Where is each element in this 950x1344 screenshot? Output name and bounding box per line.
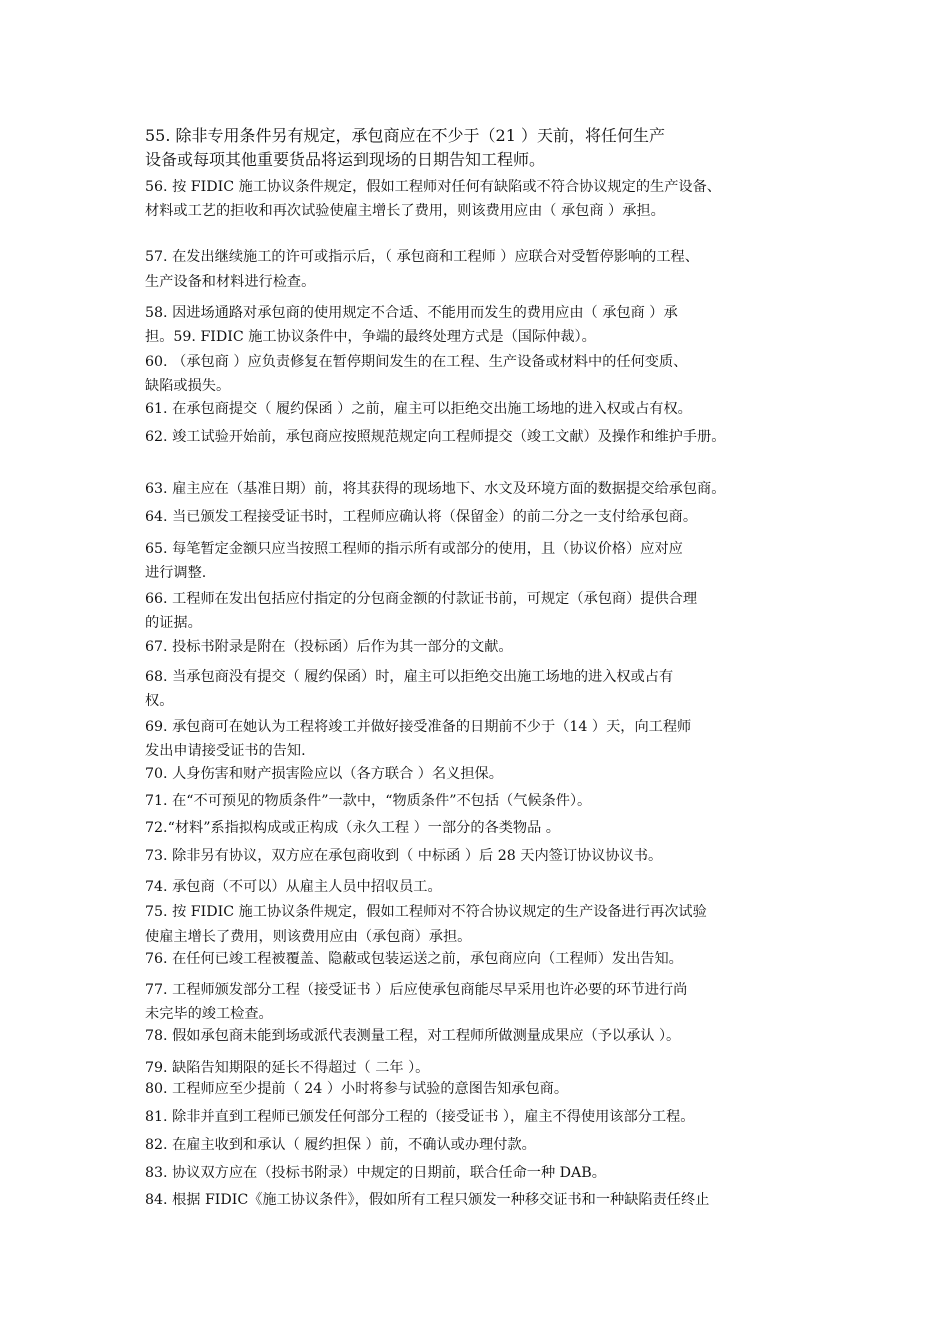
- question-71-line: 71. 在“不可预见的物质条件”一款中，“物质条件”不包括（气候条件）。: [145, 793, 592, 809]
- question-64-line: 64. 当已颁发工程接受证书时，工程师应确认将（保留金）的前二分之一支付给承包商。: [145, 509, 698, 525]
- question-80-line: 80. 工程师应至少提前（ 24 ）小时将参与试验的意图告知承包商。: [145, 1081, 569, 1097]
- question-68-line-2: 权。: [145, 693, 174, 709]
- question-79-line: 79. 缺陷告知期限的延长不得超过（ 二年 ）。: [145, 1060, 430, 1076]
- question-77-line-1: 77. 工程师颁发部分工程（接受证书 ）后应使承包商能尽早采用也许必要的环节进行尚: [145, 982, 688, 998]
- question-77-line-2: 未完毕的竣工检查。: [145, 1006, 273, 1022]
- question-75-line-1: 75. 按 FIDIC 施工协议条件规定，假如工程师对不符合协议规定的生产设备进行再次试验: [145, 904, 707, 920]
- question-67-line: 67. 投标书附录是附在（投标函）后作为其一部分的文献。: [145, 639, 513, 655]
- question-78-line: 78. 假如承包商未能到场或派代表测量工程，对工程师所做测量成果应（予以承认 ）。: [145, 1028, 681, 1044]
- question-58-line-1: 58. 因进场通路对承包商的使用规定不合适、不能用而发生的费用应由（ 承包商 ）承: [145, 305, 678, 321]
- question-60-line-2: 缺陷或损失。: [145, 378, 231, 394]
- question-73-line: 73. 除非另有协议，双方应在承包商收到（ 中标函 ）后 28 天内签订协议协议书。: [145, 848, 663, 864]
- question-55-line-1: 55. 除非专用条件另有规定，承包商应在不少于（21 ）天前，将任何生产: [145, 126, 665, 145]
- question-82-line: 82. 在雇主收到和承认（ 履约担保 ）前，不确认或办理付款。: [145, 1137, 536, 1153]
- question-65-line-1: 65. 每笔暂定金额只应当按照工程师的指示所有或部分的使用，且（协议价格）应对应: [145, 541, 683, 557]
- question-56-line-1: 56. 按 FIDIC 施工协议条件规定，假如工程师对任何有缺陷或不符合协议规定的生产设备、: [145, 179, 721, 195]
- question-83-line: 83. 协议双方应在（投标书附录）中规定的日期前，联合任命一种 DAB。: [145, 1165, 606, 1181]
- question-61-line: 61. 在承包商提交（ 履约保函 ）之前，雇主可以拒绝交出施工场地的进入权或占有权。: [145, 401, 692, 417]
- question-74-line: 74. 承包商（不可以）从雇主人员中招収员工。: [145, 879, 442, 895]
- question-66-line-2: 的证据。: [145, 615, 202, 631]
- question-68-line-1: 68. 当承包商没有提交（ 履约保函）时，雇主可以拒绝交出施工场地的进入权或占有: [145, 669, 674, 685]
- question-62-line: 62. 竣工试验开始前，承包商应按照规范规定向工程师提交（竣工文献）及操作和维护手册。: [145, 429, 726, 445]
- question-69-line-1: 69. 承包商可在她认为工程将竣工并做好接受准备的日期前不少于（14 ）天，向工程师: [145, 719, 692, 735]
- question-76-line: 76. 在任何已竣工程被覆盖、隐蔽或包装运送之前，承包商应向（工程师）发出告知。: [145, 951, 683, 967]
- question-55-line-2: 设备或每项其他重要货品将运到现场的日期告知工程师。: [145, 150, 546, 169]
- question-65-line-2: 进行调整.: [145, 565, 207, 581]
- question-66-line-1: 66. 工程师在发出包括应付指定的分包商金额的付款证书前，可规定（承包商）提供合理: [145, 591, 698, 607]
- question-75-line-2: 使雇主增长了费用，则该费用应由（承包商）承担。: [145, 929, 472, 945]
- question-57-line-1: 57. 在发出继续施工的许可或指示后，（ 承包商和工程师 ）应联合对受暂停影响的工程、: [145, 249, 699, 265]
- question-69-line-2: 发出申请接受证书的告知.: [145, 743, 306, 759]
- question-72-line: 72.“材料”系指拟构成或正构成（永久工程 ）一部分的各类物品 。: [145, 820, 560, 836]
- question-63-line: 63. 雇主应在（基准日期）前，将其获得的现场地下、水文及环境方面的数据提交给承包商。: [145, 481, 726, 497]
- question-60-line-1: 60. （承包商 ）应负责修复在暂停期间发生的在工程、生产设备或材料中的任何变质、: [145, 354, 688, 370]
- question-58-59-line: 担。59. FIDIC 施工协议条件中，争端的最终处理方式是（国际仲裁）。: [145, 329, 596, 345]
- question-57-line-2: 生产设备和材料进行检查。: [145, 274, 316, 290]
- question-81-line: 81. 除非并直到工程师已颁发任何部分工程的（接受证书 ），雇主不得使用该部分工程。: [145, 1109, 695, 1125]
- question-84-line: 84. 根据 FIDIC《施工协议条件》，假如所有工程只颁发一种移交证书和一种缺陷责任终止: [145, 1192, 710, 1208]
- question-56-line-2: 材料或工艺的拒收和再次试验使雇主增长了费用，则该费用应由（ 承包商 ）承担。: [145, 203, 665, 219]
- question-70-line: 70. 人身伤害和财产损害险应以（各方联合 ）名义担保。: [145, 766, 503, 782]
